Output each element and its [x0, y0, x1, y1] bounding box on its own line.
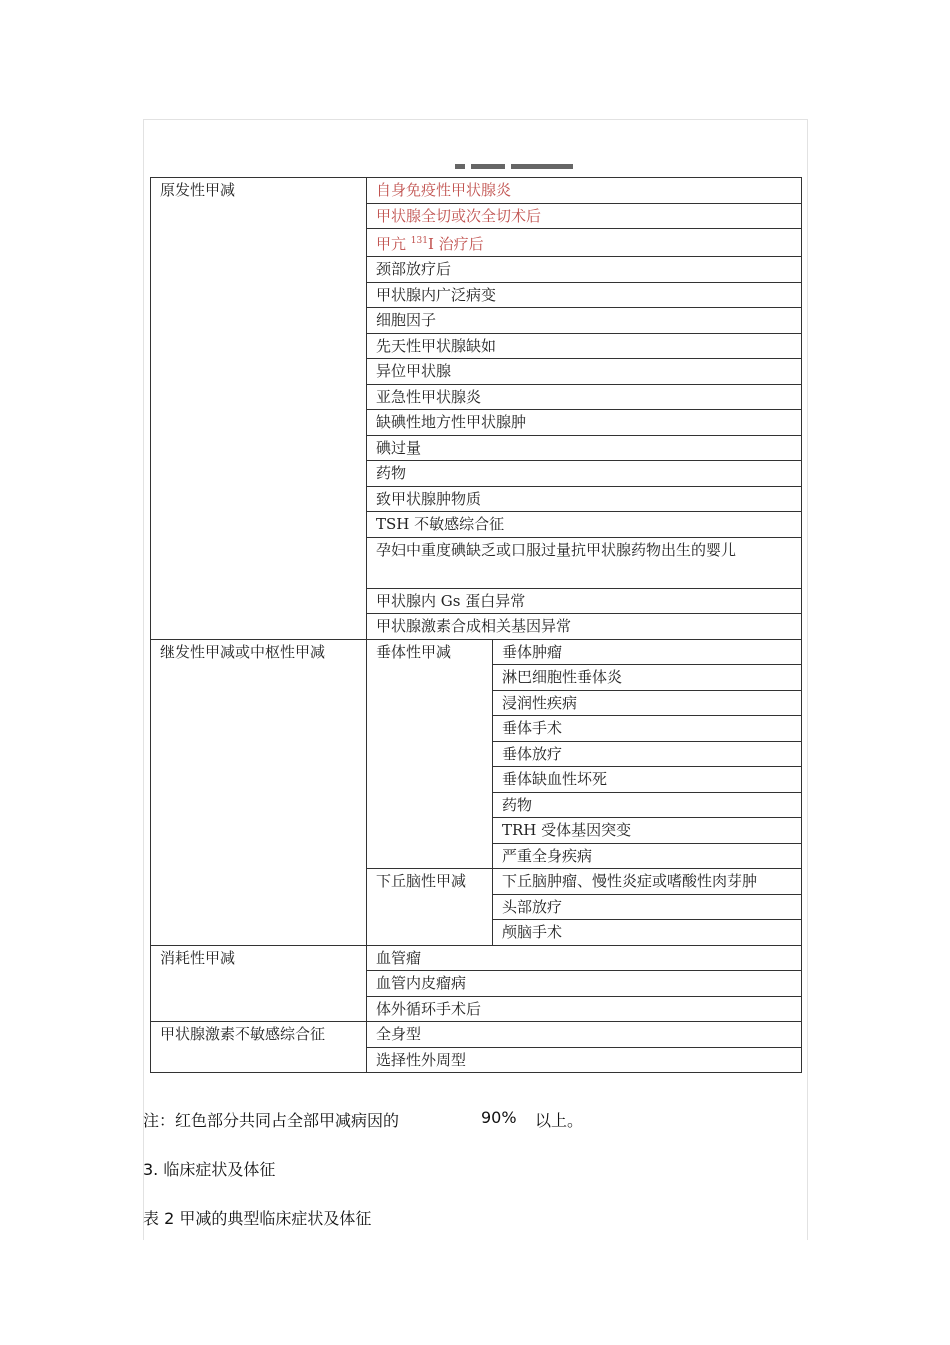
cause-cell: 体外循环手术后 — [367, 996, 802, 1022]
cause-cell: 甲状腺激素合成相关基因异常 — [367, 614, 802, 640]
cause-cell: 甲状腺全切或次全切术后 — [367, 203, 802, 229]
cause-cell: 垂体肿瘤 — [493, 639, 802, 665]
cause-cell-radioiodine — [367, 229, 802, 257]
cause-cell: TRH 受体基因突变 — [493, 818, 802, 844]
cause-cell: 颅脑手术 — [493, 920, 802, 946]
note-percent: 90% — [481, 1108, 517, 1127]
category-resistance: 甲状腺激素不敏感综合征 — [151, 1022, 367, 1073]
cause-cell: 碘过量 — [367, 435, 802, 461]
category-consumptive: 消耗性甲减 — [151, 945, 367, 1022]
cropped-table-title — [455, 164, 595, 172]
cause-cell: 甲状腺内广泛病变 — [367, 282, 802, 308]
cause-cell: TSH 不敏感综合征 — [367, 512, 802, 538]
cause-cell: 孕妇中重度碘缺乏或口服过量抗甲状腺药物出生的婴儿 — [367, 537, 802, 588]
cause-cell: 亚急性甲状腺炎 — [367, 384, 802, 410]
table-row — [151, 1022, 802, 1048]
cause-cell: 血管内皮瘤病 — [367, 971, 802, 997]
isotope-superscript: 131 — [410, 236, 428, 246]
table-row — [151, 945, 802, 971]
table-row — [151, 639, 802, 665]
cause-cell: 下丘脑肿瘤、慢性炎症或嗜酸性肉芽肿 — [493, 869, 802, 895]
table-note — [143, 1108, 584, 1131]
cause-cell: 全身型 — [367, 1022, 802, 1048]
category-primary: 原发性甲减 — [151, 178, 367, 640]
cause-cell: 头部放疗 — [493, 894, 802, 920]
subcategory-pituitary: 垂体性甲减 — [367, 639, 493, 869]
cause-cell: 甲状腺内 Gs 蛋白异常 — [367, 588, 802, 614]
cause-cell: 浸润性疾病 — [493, 690, 802, 716]
note-text: 注：红色部分共同占全部甲减病因的 — [143, 1111, 400, 1130]
cause-cell: 药物 — [367, 461, 802, 487]
cause-cell: 垂体放疗 — [493, 741, 802, 767]
section-heading: 3. 临床症状及体征 — [143, 1160, 276, 1179]
table-caption: 表 2 甲减的典型临床症状及体征 — [143, 1209, 372, 1228]
cause-cell: 血管瘤 — [367, 945, 802, 971]
cause-cell: 垂体缺血性坏死 — [493, 767, 802, 793]
cause-cell: 致甲状腺肿物质 — [367, 486, 802, 512]
cause-cell: 颈部放疗后 — [367, 257, 802, 283]
cause-cell: 严重全身疾病 — [493, 843, 802, 869]
cause-cell: 垂体手术 — [493, 716, 802, 742]
note-tail: 以上。 — [535, 1111, 584, 1130]
cause-cell: 选择性外周型 — [367, 1047, 802, 1073]
cause-text: 甲亢 — [376, 235, 411, 253]
cause-cell: 先天性甲状腺缺如 — [367, 333, 802, 359]
cause-cell: 缺碘性地方性甲状腺肿 — [367, 410, 802, 436]
table-row — [151, 178, 802, 204]
cause-text: I 治疗后 — [427, 235, 484, 253]
cause-cell: 药物 — [493, 792, 802, 818]
cause-cell: 异位甲状腺 — [367, 359, 802, 385]
cause-cell: 细胞因子 — [367, 308, 802, 334]
category-secondary: 继发性甲减或中枢性甲减 — [151, 639, 367, 945]
cause-table — [150, 177, 802, 1073]
cause-cell: 淋巴细胞性垂体炎 — [493, 665, 802, 691]
cause-cell: 自身免疫性甲状腺炎 — [367, 178, 802, 204]
subcategory-hypothalamic: 下丘脑性甲减 — [367, 869, 493, 946]
